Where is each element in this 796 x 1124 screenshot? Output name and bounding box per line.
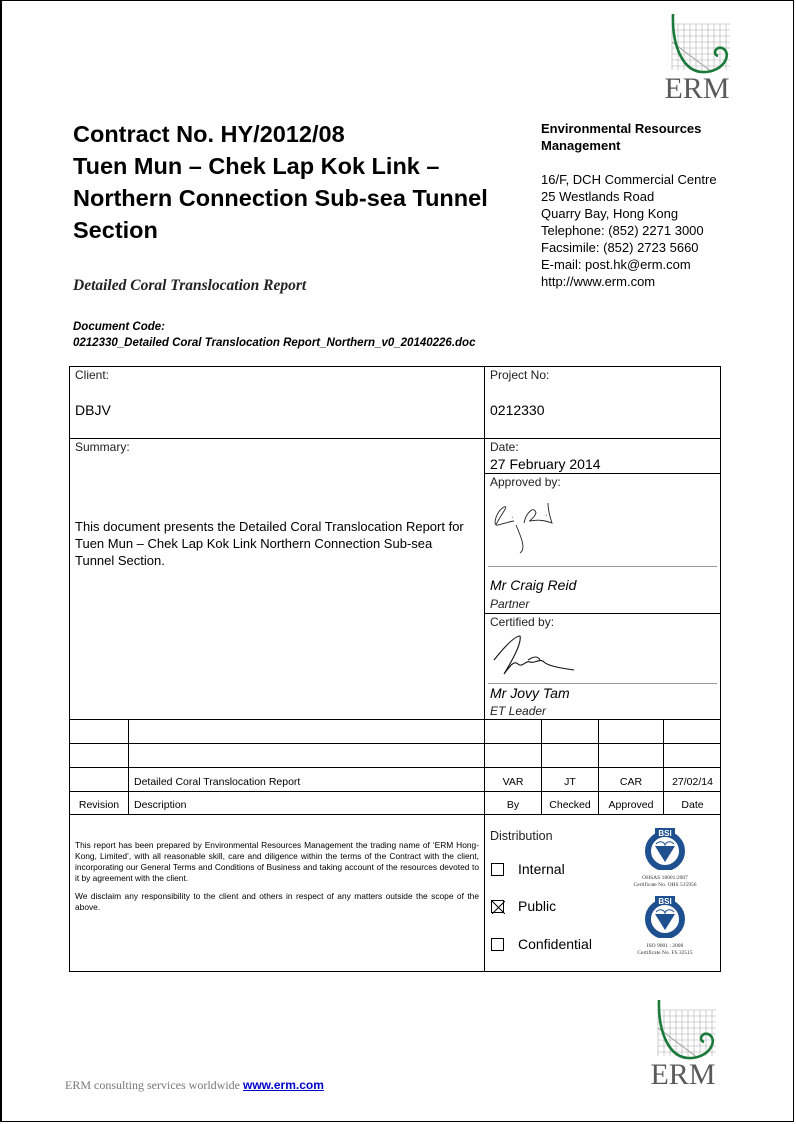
erm-logo-text: ERM <box>650 1058 716 1091</box>
title-line: Northern Connection Sub-sea Tunnel <box>73 185 488 211</box>
company-name-line: Management <box>541 138 621 153</box>
erm-logo-graphic <box>666 14 732 74</box>
cert-number: Certificate No. OHS 515956 <box>633 882 697 888</box>
internal-checkbox[interactable] <box>491 863 504 876</box>
summary-line: This document presents the Detailed Coral Translocation Report for <box>75 519 464 534</box>
table-divider <box>484 473 721 474</box>
distribution-public[interactable] <box>491 898 556 914</box>
summary-line: Tuen Mun – Chek Lap Kok Link Northern Connection Sub-sea <box>75 536 433 551</box>
summary-line: Tunnel Section. <box>75 553 165 568</box>
distribution-label: Distribution <box>490 829 553 843</box>
approved-by-label: Approved by: <box>490 475 561 489</box>
erm-logo-top <box>666 14 736 104</box>
internal-label: Internal <box>518 861 565 877</box>
revision-by: VAR <box>502 776 524 788</box>
table-divider <box>69 743 721 744</box>
revision-date: 27/02/14 <box>672 776 713 788</box>
revision-description: Detailed Coral Translocation Report <box>134 776 301 788</box>
title-line: Section <box>73 217 158 243</box>
company-address <box>541 120 717 290</box>
checkbox-x-icon <box>492 901 505 914</box>
cert-number: Certificate No. FS 32515 <box>637 950 693 956</box>
certifier-role: ET Leader <box>490 704 547 718</box>
cert-standard: OHSAS 18001:2007 <box>642 875 688 881</box>
header-checked: Checked <box>549 799 591 811</box>
table-divider <box>69 719 721 720</box>
table-divider <box>69 791 721 792</box>
project-value: 0212330 <box>490 402 545 418</box>
client-label: Client: <box>75 368 110 382</box>
erm-logo-text: ERM <box>664 72 730 105</box>
certifier-name: Mr Jovy Tam <box>490 685 570 701</box>
footer-text: ERM consulting services worldwide <box>65 1078 240 1092</box>
title-line: Contract No. HY/2012/08 <box>73 121 345 147</box>
table-divider <box>69 814 721 815</box>
distribution-confidential[interactable] <box>491 936 592 952</box>
bsi-kitemark-icon <box>642 894 688 938</box>
table-divider <box>484 613 721 614</box>
summary-text <box>75 518 464 569</box>
email: E-mail: post.hk@erm.com <box>541 257 691 272</box>
client-value: DBJV <box>75 402 111 418</box>
public-label: Public <box>518 898 557 914</box>
approver-name: Mr Craig Reid <box>490 577 577 593</box>
bsi-ohsas-badge <box>620 826 710 889</box>
company-name-line: Environmental Resources <box>541 121 702 136</box>
bsi-kitemark-icon <box>642 826 688 870</box>
bsi-iso-badge <box>620 894 710 957</box>
approver-signature <box>490 495 590 565</box>
erm-logo-bottom <box>652 1000 722 1090</box>
document-title <box>73 118 523 246</box>
website: http://www.erm.com <box>541 274 656 289</box>
company-name <box>541 120 717 154</box>
date-label: Date: <box>490 440 519 454</box>
disclaimer <box>75 840 479 920</box>
signature-line <box>488 566 717 567</box>
approver-role: Partner <box>490 597 530 611</box>
svg-text:BSI: BSI <box>658 829 672 838</box>
summary-label: Summary: <box>75 440 130 454</box>
document-code-label: Document Code: <box>73 321 165 333</box>
header-date: Date <box>681 799 704 811</box>
address-line: 16/F, DCH Commercial Centre <box>541 172 717 187</box>
erm-logo-graphic <box>652 1000 718 1060</box>
confidential-label: Confidential <box>518 936 592 952</box>
revision-approved: CAR <box>619 776 643 788</box>
address-block <box>541 171 717 290</box>
header-by: By <box>506 799 520 811</box>
document-subtitle: Detailed Coral Translocation Report <box>73 277 307 294</box>
distribution-internal[interactable] <box>491 861 565 877</box>
document-code <box>73 319 475 351</box>
facsimile: Facsimile: (852) 2723 5660 <box>541 240 699 255</box>
table-divider <box>69 767 721 768</box>
address-line: 25 Westlands Road <box>541 189 655 204</box>
revision-checked: JT <box>564 776 576 788</box>
signature-line <box>488 683 717 684</box>
table-divider <box>484 719 485 972</box>
public-checkbox[interactable] <box>491 900 504 913</box>
svg-text:BSI: BSI <box>658 897 672 906</box>
document-code-value: 0212330_Detailed Coral Translocation Report_Northern_v0_20140226.doc <box>73 337 476 349</box>
footer <box>65 1078 324 1093</box>
disclaimer-paragraph: This report has been prepared by Environmental Resources Management the trading name of ‘ERM Hong-Kong, Limited’, with all reasonable skill, care and diligence within the terms of the Contract with the client, incorporating our General Terms and Conditions of Business and taking account of the resources devoted to it by agreement with the client. <box>75 840 479 883</box>
project-label: Project No: <box>490 368 550 382</box>
title-line: Tuen Mun – Chek Lap Kok Link – <box>73 153 440 179</box>
telephone: Telephone: (852) 2271 3000 <box>541 223 704 238</box>
cert-standard: ISO 9001 : 2008 <box>646 943 684 949</box>
disclaimer-paragraph: We disclaim any responsibility to the client and others in respect of any matters outside the scope of the above. <box>75 891 479 912</box>
date-value: 27 February 2014 <box>490 456 601 472</box>
header-description: Description <box>134 799 187 811</box>
footer-link[interactable]: www.erm.com <box>242 1078 324 1092</box>
confidential-checkbox[interactable] <box>491 938 504 951</box>
address-line: Quarry Bay, Hong Kong <box>541 206 679 221</box>
certifier-signature <box>490 630 590 680</box>
table-divider <box>128 719 129 814</box>
header-approved: Approved <box>608 799 654 811</box>
table-divider <box>484 366 485 720</box>
table-divider <box>69 438 721 439</box>
certified-by-label: Certified by: <box>490 615 555 629</box>
header-revision: Revision <box>78 799 120 811</box>
